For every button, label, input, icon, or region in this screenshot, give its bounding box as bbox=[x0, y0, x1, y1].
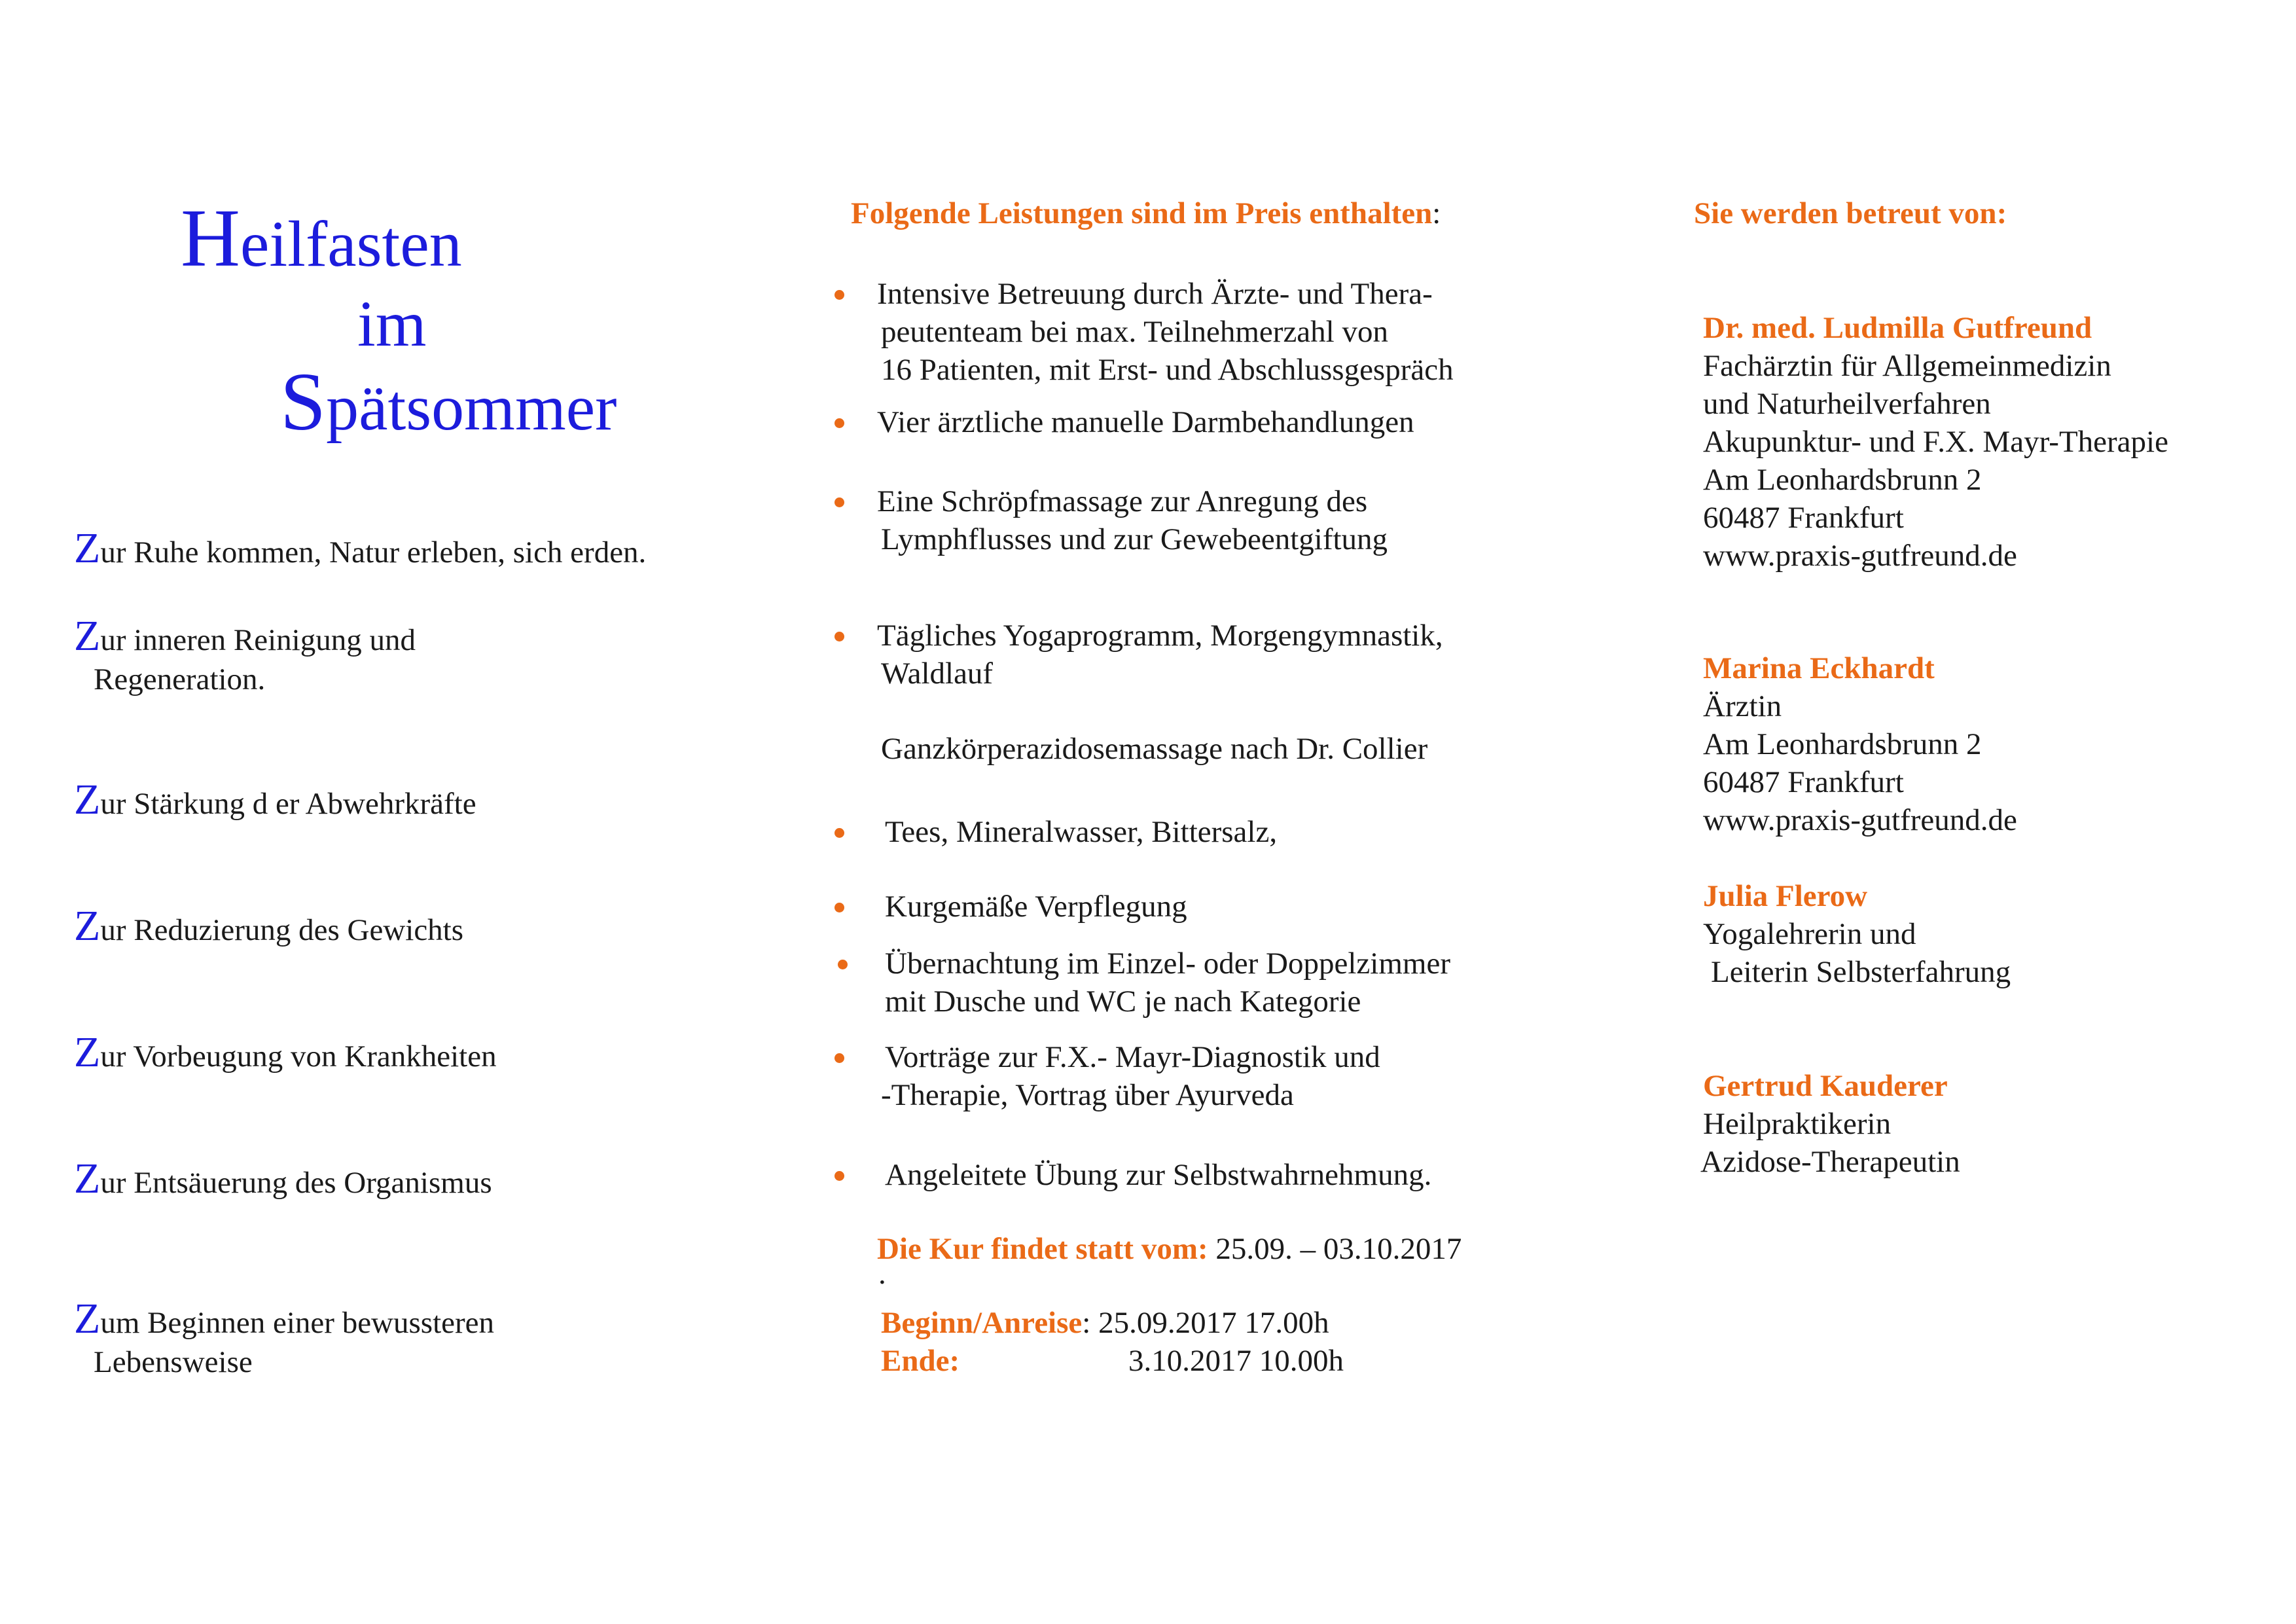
service-item-1: Intensive Betreuung durch Ärzte- und Thera- peutenteam bei max. Teilnehmerzahl von 16 Patienten, mit Erst- und Abschlussgespräch bbox=[877, 277, 1454, 387]
schedule-start bbox=[881, 1304, 1329, 1342]
service-item-3: Eine Schröpfmassage zur Anregung des Lymphflusses und zur Gewebeentgiftung bbox=[877, 484, 1388, 556]
bullet-icon bbox=[834, 632, 844, 641]
goal-text: um Beginnen einer bewussteren bbox=[100, 1306, 495, 1340]
title-word-heilfasten: eilfasten bbox=[240, 208, 462, 280]
goal-initial: Z bbox=[74, 776, 101, 823]
schedule-end-label: Ende: bbox=[881, 1344, 960, 1378]
service-item-10: Angeleitete Übung zur Selbstwahrnehmung. bbox=[885, 1158, 1432, 1192]
schedule-start-label: Beginn/Anreise bbox=[881, 1306, 1083, 1340]
title-line-2 bbox=[357, 285, 427, 363]
bullet-icon bbox=[834, 1171, 844, 1181]
person-name: Marina Eckhardt bbox=[1703, 651, 1935, 685]
schedule-dot: . bbox=[878, 1257, 886, 1291]
schedule-dates-label: Die Kur findet statt vom: bbox=[877, 1232, 1208, 1266]
bullet-icon bbox=[834, 903, 844, 912]
person-kauderer: Gertrud Kauderer Heilpraktikerin Azidose-Therapeutin bbox=[1703, 1067, 1960, 1181]
goal-initial: Z bbox=[74, 524, 101, 572]
goal-item-6 bbox=[74, 1155, 492, 1202]
title-initial-h: H bbox=[181, 193, 240, 284]
goal-item-4 bbox=[74, 902, 464, 950]
person-name: Gertrud Kauderer bbox=[1703, 1069, 1948, 1103]
goal-text: ur Stärkung d er Abwehrkräfte bbox=[100, 787, 476, 821]
bullet-icon bbox=[834, 418, 844, 428]
goal-text-continued: Regeneration. bbox=[94, 662, 266, 696]
goal-initial: Z bbox=[74, 902, 101, 950]
service-item-9: Vorträge zur F.X.- Mayr-Diagnostik und -Therapie, Vortrag über Ayurveda bbox=[881, 1040, 1380, 1112]
goal-text: ur Ruhe kommen, Natur erleben, sich erden. bbox=[100, 535, 647, 569]
goal-item-5 bbox=[74, 1028, 497, 1076]
bullet-icon bbox=[834, 497, 844, 507]
goal-text: ur Entsäuerung des Organismus bbox=[100, 1166, 492, 1200]
bullet-icon bbox=[834, 290, 844, 300]
goal-text-continued: Lebensweise bbox=[94, 1345, 253, 1379]
title-word-im: im bbox=[357, 287, 427, 360]
title-line-3 bbox=[280, 357, 617, 448]
title-line-1 bbox=[181, 193, 462, 284]
title-initial-s: S bbox=[280, 357, 327, 448]
bullet-icon bbox=[834, 1053, 844, 1063]
bullet-icon bbox=[834, 828, 844, 838]
bullet-icon bbox=[838, 960, 848, 969]
schedule-end bbox=[881, 1342, 960, 1380]
person-name: Julia Flerow bbox=[1703, 879, 1868, 913]
service-item-6: Tees, Mineralwasser, Bittersalz, bbox=[885, 815, 1278, 849]
person-eckhardt: Marina Eckhardt Ärztin Am Leonhardsbrunn 2 60487 Frankfurt www.praxis-gutfreund.de bbox=[1703, 649, 2017, 839]
title-word-spaetsommer: pätsommer bbox=[326, 371, 617, 444]
goal-initial: Z bbox=[74, 1295, 101, 1343]
person-gutfreund: Dr. med. Ludmilla Gutfreund Fachärztin für Allgemeinmedizin und Naturheilverfahren Akupunktur- und F.X. Mayr-Therapie Am Leonhardsbrunn 2 60487 Frankfurt www.praxis-gutfreund.de bbox=[1703, 309, 2168, 575]
service-item-8: Übernachtung im Einzel- oder Doppelzimmer mit Dusche und WC je nach Kategorie bbox=[885, 947, 1450, 1019]
goal-item-2 bbox=[74, 612, 416, 699]
service-item-2: Vier ärztliche manuelle Darmbehandlungen bbox=[877, 405, 1414, 439]
team-heading: Sie werden betreut von: bbox=[1694, 196, 2007, 230]
goal-initial: Z bbox=[74, 1028, 101, 1076]
goal-initial: Z bbox=[74, 1155, 101, 1202]
person-flerow: Julia Flerow Yogalehrerin und Leiterin Selbsterfahrung bbox=[1703, 877, 2011, 991]
person-name: Dr. med. Ludmilla Gutfreund bbox=[1703, 311, 2092, 345]
schedule-dates bbox=[877, 1230, 1462, 1268]
service-item-4: Tägliches Yogaprogramm, Morgengymnastik, Waldlauf bbox=[877, 619, 1443, 691]
goal-text: ur inneren Reinigung und bbox=[100, 623, 416, 657]
goal-text: ur Vorbeugung von Krankheiten bbox=[100, 1039, 497, 1074]
services-heading: Folgende Leistungen sind im Preis enthalten: bbox=[851, 196, 1441, 230]
schedule-start-value: : 25.09.2017 17.00h bbox=[1082, 1306, 1329, 1340]
schedule-end-value: 3.10.2017 10.00h bbox=[1128, 1344, 1344, 1378]
goal-item-3 bbox=[74, 776, 476, 823]
schedule-dates-value: 25.09. – 03.10.2017 bbox=[1208, 1232, 1462, 1266]
goal-item-1 bbox=[74, 524, 647, 572]
service-item-5: Ganzkörperazidosemassage nach Dr. Collier bbox=[881, 732, 1428, 766]
service-item-7: Kurgemäße Verpflegung bbox=[885, 890, 1187, 924]
goal-text: ur Reduzierung des Gewichts bbox=[100, 913, 464, 947]
goal-initial: Z bbox=[74, 612, 101, 660]
goal-item-7 bbox=[74, 1295, 495, 1382]
